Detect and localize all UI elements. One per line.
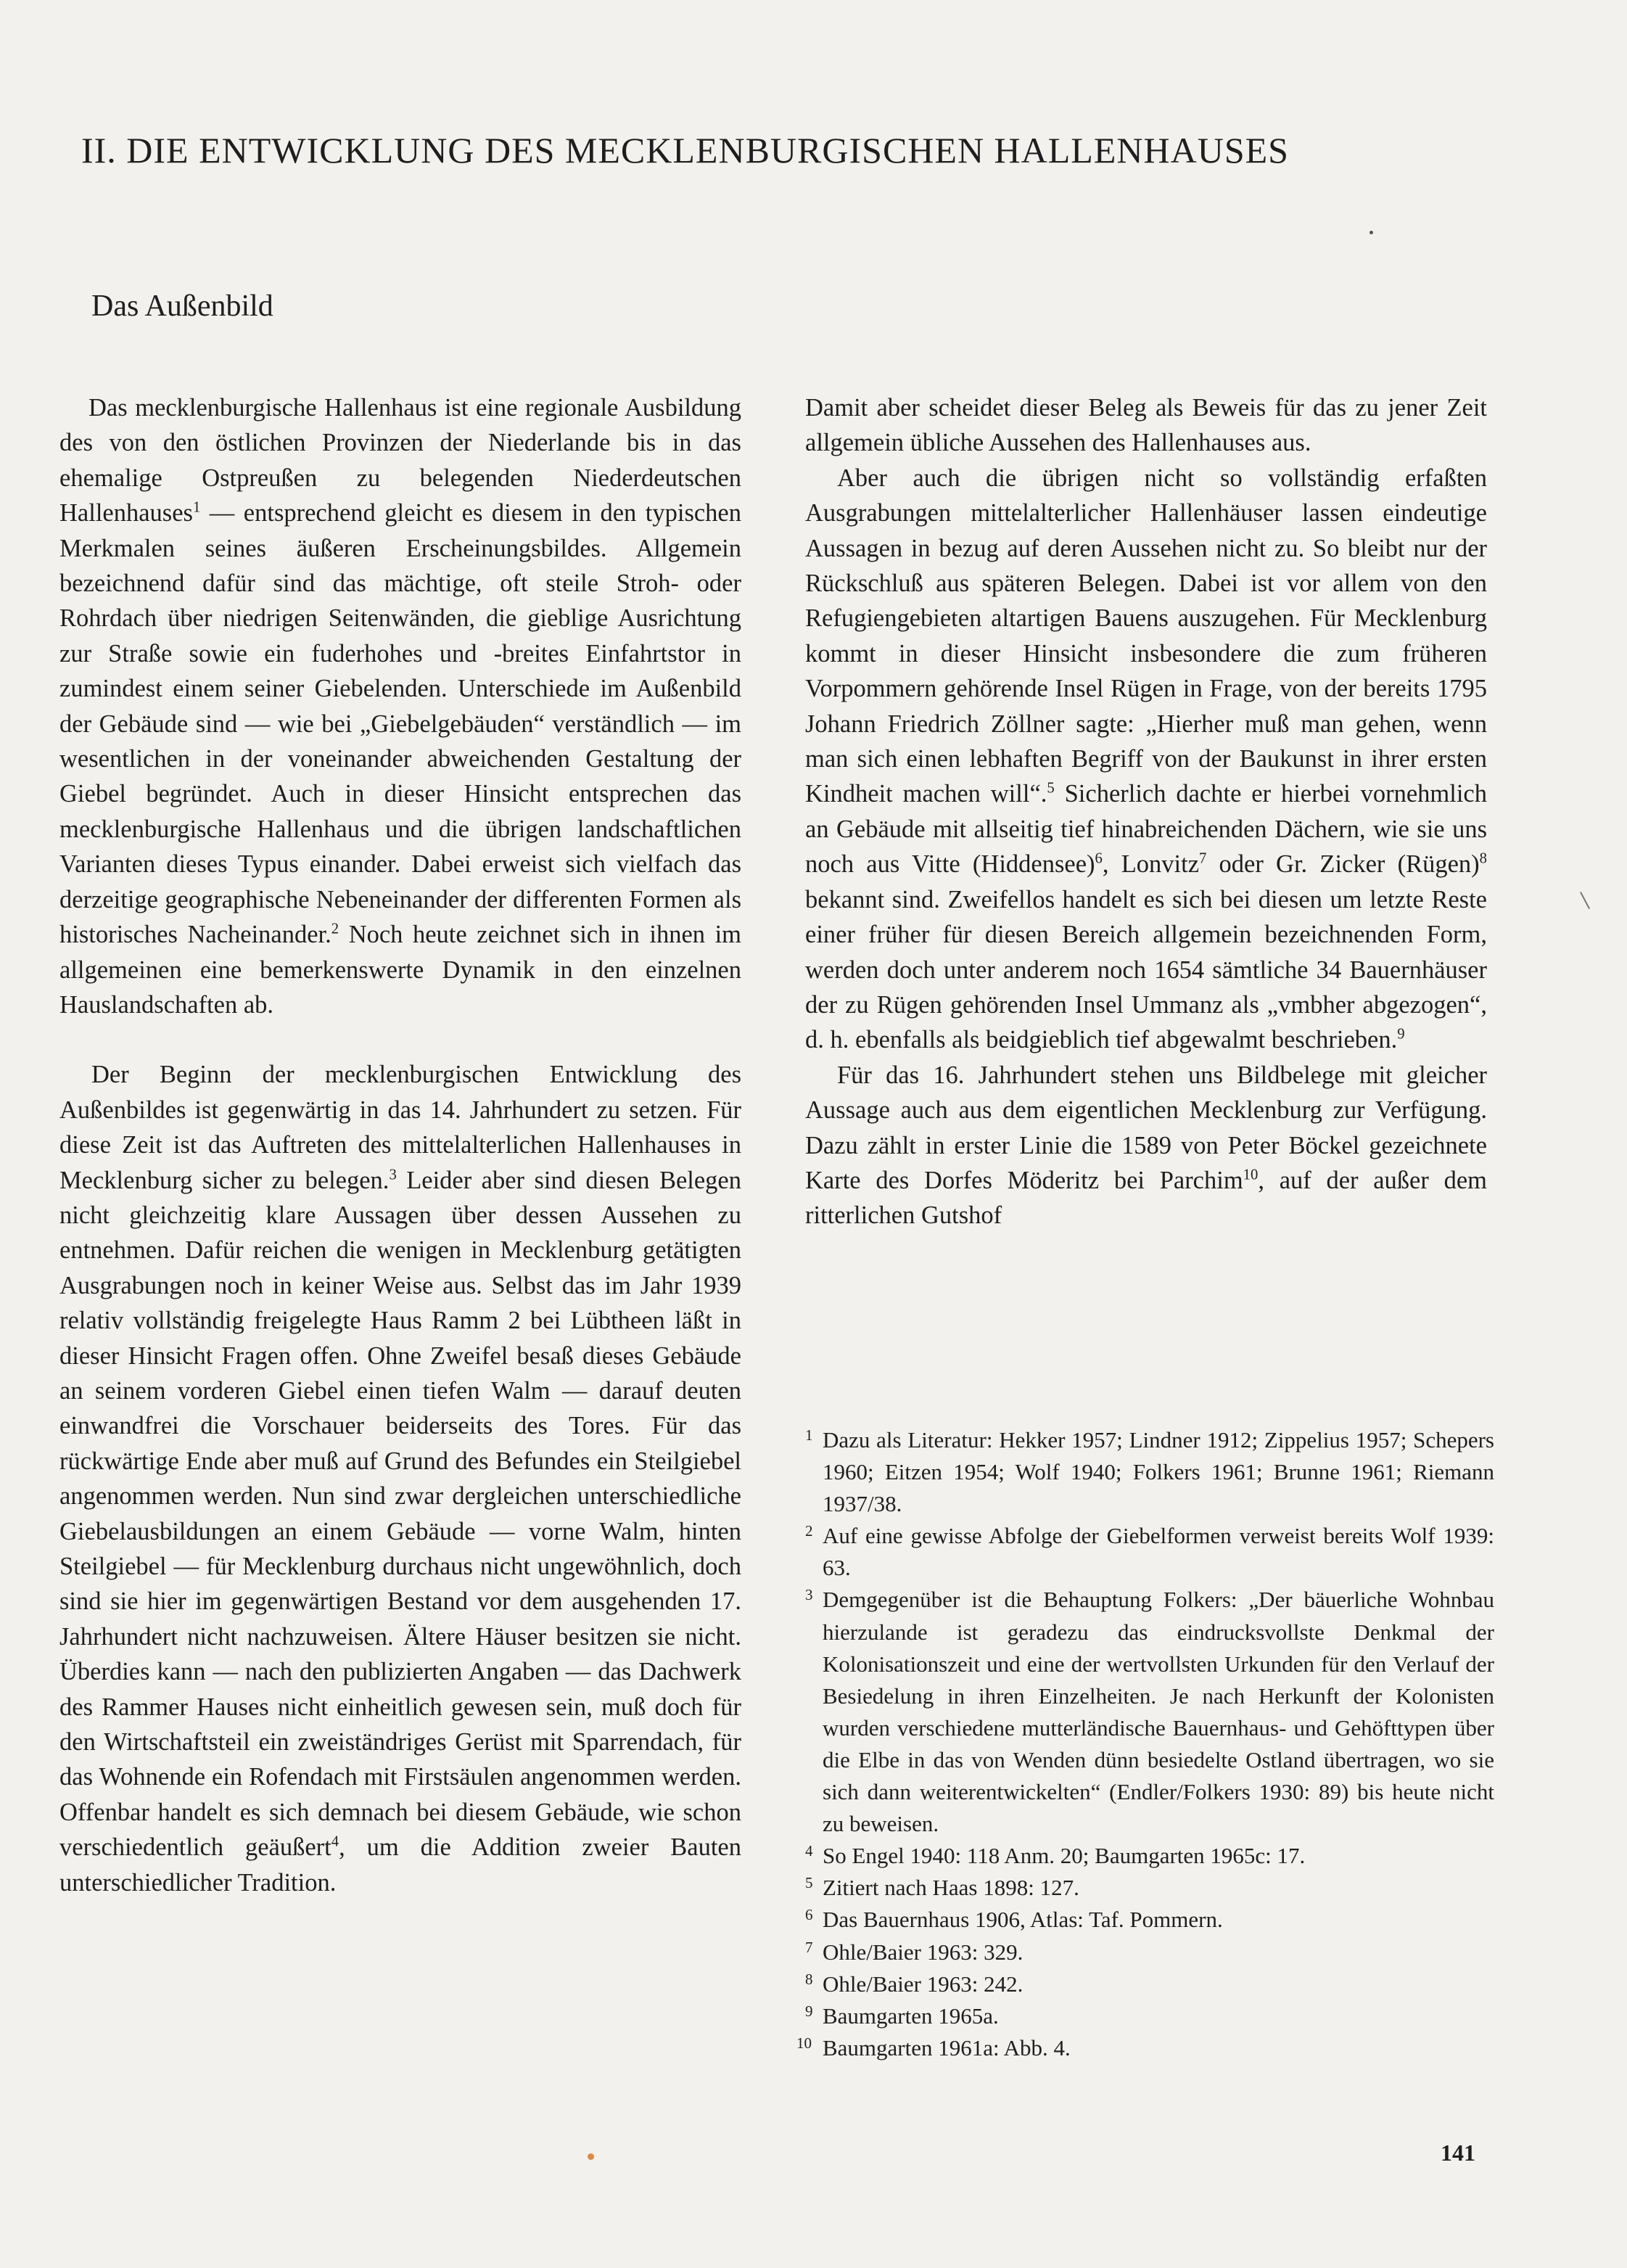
text-run: Der Beginn der mecklenburgischen Entwicklung des Außenbildes ist gegenwärtig in das 14. Jahrhundert zu setzen. Für diese Zeit ist das Auftreten des mittelalterlichen Hallenhauses in Mecklenburg sicher zu belegen.: [59, 1061, 741, 1194]
page-number: 141: [1441, 2140, 1475, 2166]
footnote-ref: 2: [331, 921, 339, 937]
footnote-text: So Engel 1940: 118 Anm. 20; Baumgarten 1965c: 17.: [823, 1843, 1306, 1869]
text-run: , auf der außer dem ritterlichen Gutshof: [805, 1166, 1487, 1230]
footnote-text: Zitiert nach Haas 1898: 127.: [823, 1875, 1079, 1901]
footnote-ref: 10: [1243, 1167, 1259, 1183]
footnote: [805, 1520, 1494, 1584]
footnote-ref: 4: [331, 1833, 339, 1850]
text-run: oder Gr. Zicker (Rügen): [1206, 850, 1480, 879]
footnote-text: Baumgarten 1961a: Abb. 4.: [823, 2034, 1071, 2060]
footnote: [805, 1904, 1494, 1936]
footnote-number: 4: [805, 1842, 813, 1860]
text-run: bekannt sind. Zweifellos handelt es sich bei diesen um letzte Reste einer früher für diesen Bereich allgemein bezeichnenden Form, werden doch unter anderem noch 1654 sämtliche 34 Bauernhäuser der zu Rügen gehörenden Insel Ummanz als „vmbher abgezogen“, d. h. ebenfalls als beidgieblich tief abgewalmt beschrieben.: [805, 885, 1487, 1054]
footnote-number: 3: [805, 1586, 813, 1604]
footnote-ref: 9: [1397, 1026, 1405, 1043]
footnote-number: 2: [805, 1522, 813, 1540]
text-run: Das mecklenburgische Hallenhaus ist eine regionale Ausbildung des von den östlichen Provinzen der Niederlande bis in das ehemalige Ostpreußen zu belegenden Niederdeutschen Hallenhauses: [59, 394, 741, 527]
left-column: [59, 390, 741, 1900]
paragraph: [59, 1057, 741, 1900]
footnote-number: 1: [805, 1426, 813, 1444]
text-run: Damit aber scheidet dieser Beleg als Beweis für das zu jener Zeit allgemein übliche Aussehen des Hallenhauses aus.: [805, 394, 1487, 457]
footnote: [805, 1424, 1494, 1520]
footnote-ref: 7: [1199, 850, 1207, 867]
chapter-title: II. DIE ENTWICKLUNG DES MECKLENBURGISCHEN HALLENHAUSES: [81, 130, 1289, 170]
footnote: [805, 1968, 1494, 2000]
footnote-number: 6: [805, 1906, 813, 1924]
paragraph: [805, 390, 1487, 461]
footnotes: [796, 1424, 1494, 2064]
footnote-number: 9: [805, 2002, 813, 2020]
footnote-number: 5: [805, 1874, 813, 1892]
footnote-ref: 6: [1095, 850, 1103, 867]
footnote-text: Ohle/Baier 1963: 329.: [823, 1939, 1023, 1965]
paragraph: [805, 461, 1487, 1058]
ink-speck: [1369, 231, 1373, 234]
paragraph: [805, 1058, 1487, 1233]
text-run: , um die Addition zweier Bauten unterschiedlicher Tradition.: [59, 1833, 741, 1897]
footnote-ref: 8: [1479, 850, 1487, 867]
stray-mark: [1580, 892, 1590, 909]
footnote: [805, 1584, 1494, 1840]
text-run: Leider aber sind diesen Belegen nicht gleichzeitig klare Aussagen über dessen Aussehen zu entnehmen. Dafür reichen die wenigen in Mecklenburg getätigten Ausgrabungen noch in keiner Weise aus. Selbst das im Jahr 1939 relativ vollständig freigelegte Haus Ramm 2 bei Lübtheen läßt in dieser Hinsicht Fragen offen. Ohne Zweifel besaß dieses Gebäude an seinem vorderen Giebel einen tiefen Walm — darauf deuten einwandfrei die Vorschauer beiderseits des Tores. Für das rückwärtige Ende aber muß auf Grund des Befundes ein Steilgiebel angenommen werden. Nun sind zwar dergleichen unterschiedliche Giebelausbildungen an einem Gebäude — vorne Walm, hinten Steilgiebel — für Mecklenburg durchaus nicht ungewöhnlich, doch sind sie hier im gegenwärtigen Bestand vor dem ausgehenden 17. Jahrhundert nicht nachzuweisen. Ältere Häuser besitzen sie nicht. Überdies kann — nach den publizierten Angaben — das Dachwerk des Rammer Hauses nicht einheitlich gewesen sein, muß doch für den Wirtschaftsteil ein zweiständriges Gerüst mit Sparrendach, für das Wohnende ein Rofendach mit Firstsäulen angenommen werden. Offenbar handelt es sich demnach bei diesem Gebäude, wie schon verschiedentlich geäußert: [59, 1166, 741, 1862]
text-run: — entsprechend gleicht es diesem in den typischen Merkmalen seines äußeren Erscheinungsbildes. Allgemein bezeichnend dafür sind das mächtige, oft steile Stroh- oder Rohrdach über niedrigen Seitenwänden, die gieblige Ausrichtung zur Straße sowie ein fuderhohes und -breites Einfahrtstor in zumindest einem seiner Giebelenden. Unterschiede im Außenbild der Gebäude sind — wie bei „Giebelgebäuden“ verständlich — im wesentlichen in der voneinander abweichenden Gestaltung der Giebel begründet. Auch in dieser Hinsicht entsprechen das mecklenburgische Hallenhaus und die übrigen landschaftlichen Varianten dieses Typus einander. Dabei erweist sich vielfach das derzeitige geographische Nebeneinander der differenten Formen als historisches Nacheinander.: [59, 499, 741, 949]
footnote-number: 10: [796, 2034, 812, 2052]
text-run: Aber auch die übrigen nicht so vollständig erfaßten Ausgrabungen mittelalterlicher Hallenhäuser lassen eindeutige Aussagen in bezug auf deren Aussehen nicht zu. So bleibt nur der Rückschluß aus späteren Belegen. Dabei ist vor allem von den Refugiengebieten altartigen Bauens auszugehen. Für Mecklenburg kommt in dieser Hinsicht insbesondere die zum früheren Vorpommern gehörende Insel Rügen in Frage, von der bereits 1795 Johann Friedrich Zöllner sagte: „Hierher muß man gehen, wenn man sich einen lebhaften Begriff von der Baukunst in ihrer ersten Kindheit machen will“.: [805, 464, 1487, 808]
right-column: [805, 390, 1487, 1233]
footnote-text: Dazu als Literatur: Hekker 1957; Lindner 1912; Zippelius 1957; Schepers 1960; Eitzen 1954; Wolf 1940; Folkers 1961; Brunne 1961; Riemann 1937/38.: [823, 1427, 1494, 1517]
text-run: Für das 16. Jahrhundert stehen uns Bildbelege mit gleicher Aussage auch aus dem eigentlichen Mecklenburg zur Verfügung. Dazu zählt in erster Linie die 1589 von Peter Böckel gezeichnete Karte des Dorfes Möderitz bei Parchim: [805, 1061, 1487, 1194]
footnote: [805, 1840, 1494, 1872]
paragraph-gap: [59, 1022, 741, 1057]
footnote: [805, 2000, 1494, 2032]
footnote-ref: 5: [1047, 780, 1055, 797]
footnote: [796, 2032, 1494, 2064]
footnote-text: Das Bauernhaus 1906, Atlas: Taf. Pommern.: [823, 1907, 1223, 1933]
footnote: [805, 1936, 1494, 1968]
text-run: Noch heute zeichnet sich in ihnen im allgemeinen eine bemerkenswerte Dynamik in den einzelnen Hauslandschaften ab.: [59, 921, 742, 1019]
paper-speck: [588, 2153, 594, 2160]
text-run: Sicherlich dachte er hierbei vornehmlich an Gebäude mit allseitig tief hinabreichenden Dächern, wie sie uns noch aus Vitte (Hiddensee): [805, 780, 1487, 879]
paragraph: [59, 390, 741, 1022]
footnote-text: Ohle/Baier 1963: 242.: [823, 1971, 1023, 1997]
footnote: [805, 1872, 1494, 1904]
footnote-number: 8: [805, 1970, 813, 1988]
text-run: , Lonvitz: [1102, 850, 1200, 879]
section-title: Das Außenbild: [91, 289, 273, 323]
footnote-ref: 3: [389, 1167, 397, 1183]
footnote-text: Auf eine gewisse Abfolge der Giebelformen verweist bereits Wolf 1939: 63.: [823, 1523, 1494, 1581]
footnote-text: Demgegenüber ist die Behauptung Folkers: „Der bäuerliche Wohnbau hierzulande ist geradezu das eindrucksvollste Denkmal der Kolonisationszeit und eine der wertvollsten Urkunden für den Verlauf der Besiedelung in ihren Einzelheiten. Je nach Herkunft der Kolonisten wurden verschiedene mutterländische Bauernhaus- und Gehöfttypen über die Elbe in das von Wenden dünn besiedelte Ostland übertragen, wo sie sich dann weiterentwickelten“ (Endler/Folkers 1930: 89) bis heute nicht zu beweisen.: [823, 1587, 1494, 1837]
footnote-ref: 1: [192, 499, 201, 516]
footnote-text: Baumgarten 1965a.: [823, 2002, 999, 2029]
footnote-number: 7: [805, 1938, 813, 1956]
